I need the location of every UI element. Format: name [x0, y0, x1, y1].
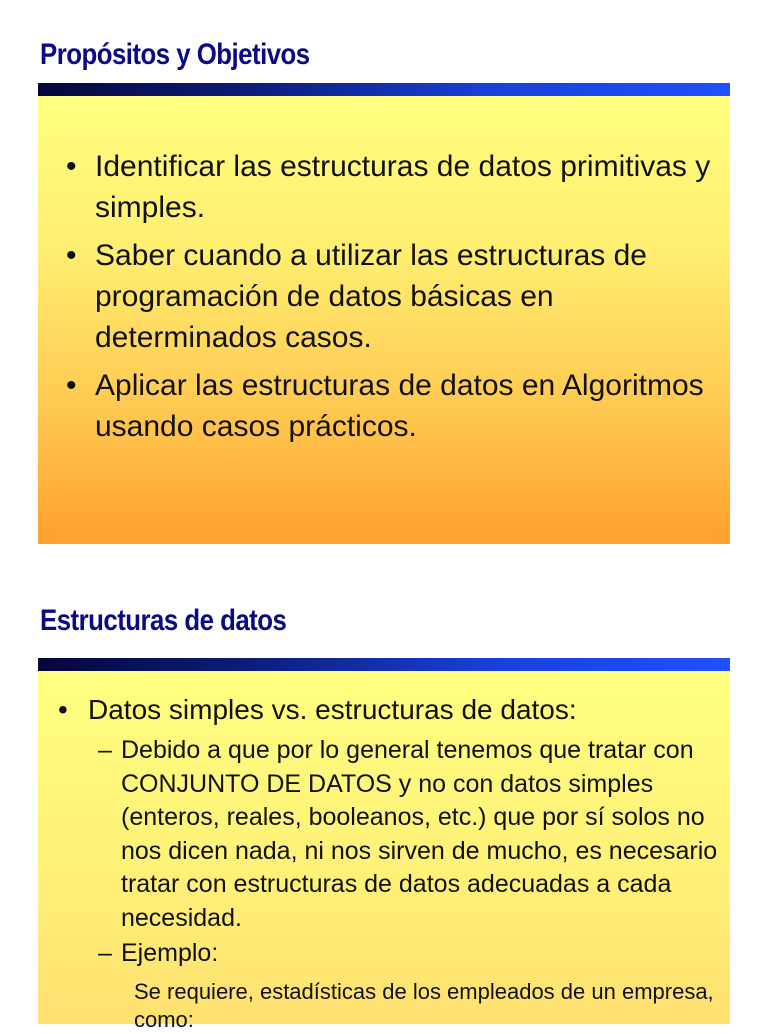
title-rule	[38, 658, 730, 671]
sub-bullet: – Debido a que por lo general tenemos que tratar con CONJUNTO DE DATOS y no con datos simples (enteros, reales, booleanos, etc.) que por sí solos no nos dicen nada, ni nos sirven de mucho, es necesario tratar con estructuras de datos adecuadas a cada necesidad.	[98, 734, 741, 935]
slide-estructuras	[0, 584, 768, 1032]
slide-title: Estructuras de datos	[40, 604, 287, 637]
bullet-item: • Saber cuando a utilizar las estructuras de programación de datos básicas en determinados casos.	[66, 235, 716, 358]
slide-title: Propósitos y Objetivos	[40, 38, 310, 71]
bullet-list	[66, 146, 716, 454]
content-box	[38, 96, 730, 544]
example-note: Se requiere, estadísticas de los empleados de un empresa, como:	[134, 979, 714, 1032]
bullet-item: • Identificar las estructuras de datos primitivas y simples.	[66, 146, 716, 228]
bullet-item: • Aplicar las estructuras de datos en Algoritmos usando casos prácticos.	[66, 365, 716, 447]
main-bullet: • Datos simples vs. estructuras de datos:	[58, 691, 748, 729]
sub-bullet: – Ejemplo:	[98, 937, 741, 971]
title-rule	[38, 83, 730, 96]
content-box	[38, 671, 730, 1032]
